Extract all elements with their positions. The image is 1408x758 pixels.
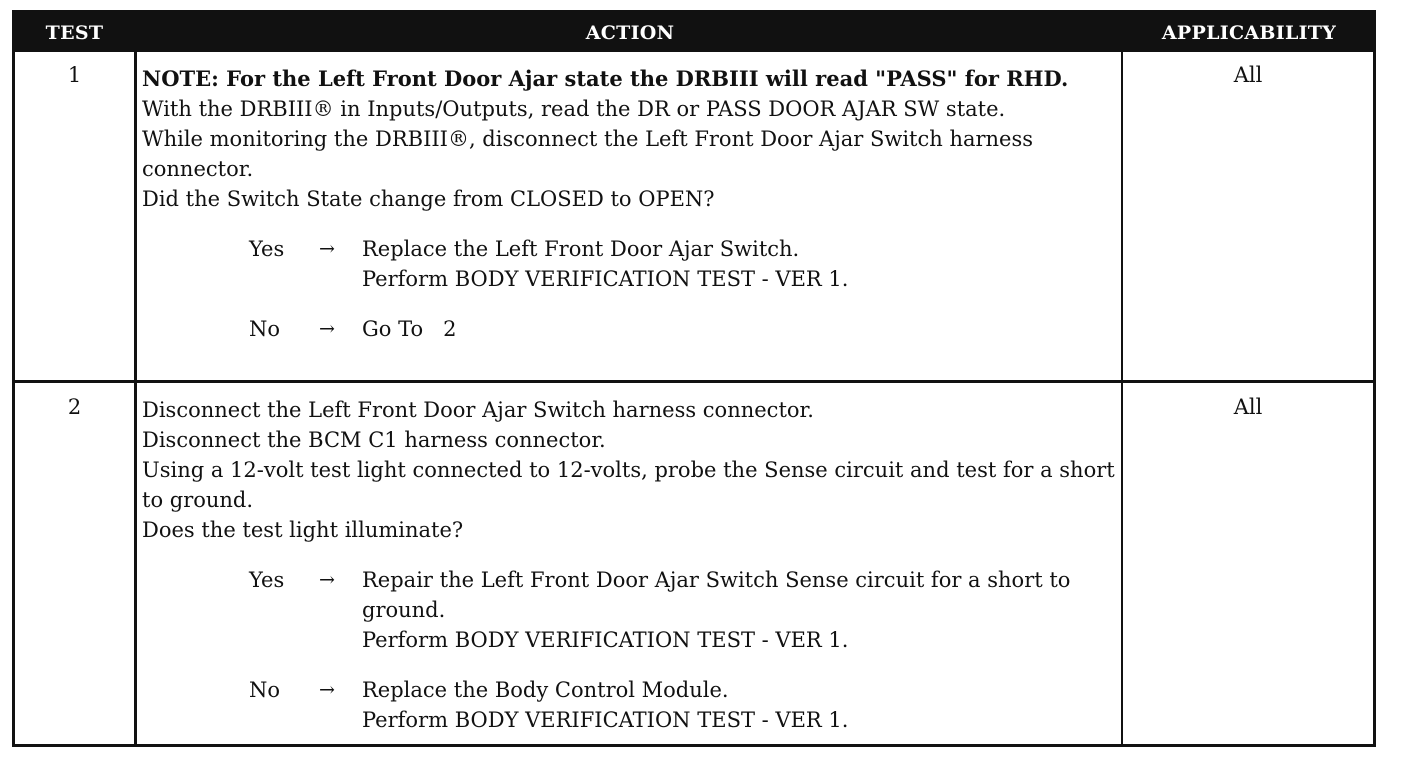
step-text: Does the test light illuminate? bbox=[142, 518, 464, 542]
no-outcome bbox=[142, 675, 1118, 735]
step-text: Using a 12-volt test light connected to 12-volts, probe the Sense circuit and test for a short to ground. bbox=[142, 458, 1115, 512]
step-text: Disconnect the BCM C1 harness connector. bbox=[142, 428, 606, 452]
action-cell-1 bbox=[142, 64, 1118, 344]
yes-label: Yes bbox=[249, 568, 285, 592]
table-header bbox=[15, 13, 1373, 52]
yes-label: Yes bbox=[249, 237, 285, 261]
test-number-1: 1 bbox=[67, 63, 82, 87]
outcome-text: Perform BODY VERIFICATION TEST - VER 1. bbox=[362, 628, 849, 652]
step-text: Did the Switch State change from CLOSED to OPEN? bbox=[142, 187, 715, 211]
outcome-text: Perform BODY VERIFICATION TEST - VER 1. bbox=[362, 267, 849, 291]
test-number-2: 2 bbox=[67, 395, 82, 419]
column-divider-test bbox=[134, 13, 137, 744]
note-text: NOTE: For the Left Front Door Ajar state the DRBIII will read "PASS" for RHD. bbox=[142, 66, 1069, 91]
applicability-1: All bbox=[1233, 63, 1263, 87]
column-divider-action bbox=[1121, 13, 1123, 744]
goto-text: Go To 2 bbox=[362, 317, 457, 341]
yes-outcome bbox=[142, 234, 1118, 294]
outcome-text: Repair the Left Front Door Ajar Switch Sense circuit for a short to ground. bbox=[362, 568, 1071, 622]
step-text: Disconnect the Left Front Door Ajar Switch harness connector. bbox=[142, 398, 814, 422]
no-outcome bbox=[142, 314, 1118, 344]
header-action: ACTION bbox=[585, 22, 675, 44]
step-text: With the DRBIII® in Inputs/Outputs, read the DR or PASS DOOR AJAR SW state. bbox=[142, 97, 1006, 121]
action-cell-2 bbox=[142, 395, 1118, 735]
outcome-text: Perform BODY VERIFICATION TEST - VER 1. bbox=[362, 708, 849, 732]
arrow-right-icon: → bbox=[319, 569, 335, 591]
arrow-right-icon: → bbox=[319, 679, 335, 701]
yes-outcome bbox=[142, 565, 1118, 655]
outcome-text: Replace the Body Control Module. bbox=[362, 678, 729, 702]
no-label: No bbox=[249, 678, 281, 702]
step-text: While monitoring the DRBIII®, disconnect the Left Front Door Ajar Switch harness connector. bbox=[142, 127, 1034, 181]
no-label: No bbox=[249, 317, 281, 341]
row-divider bbox=[15, 380, 1373, 383]
header-applicability: APPLICABILITY bbox=[1161, 22, 1337, 44]
diagnostic-test-table bbox=[12, 10, 1376, 747]
arrow-right-icon: → bbox=[319, 318, 335, 340]
outcome-text: Replace the Left Front Door Ajar Switch. bbox=[362, 237, 800, 261]
header-test: TEST bbox=[45, 22, 104, 44]
arrow-right-icon: → bbox=[319, 238, 335, 260]
applicability-2: All bbox=[1233, 395, 1263, 419]
